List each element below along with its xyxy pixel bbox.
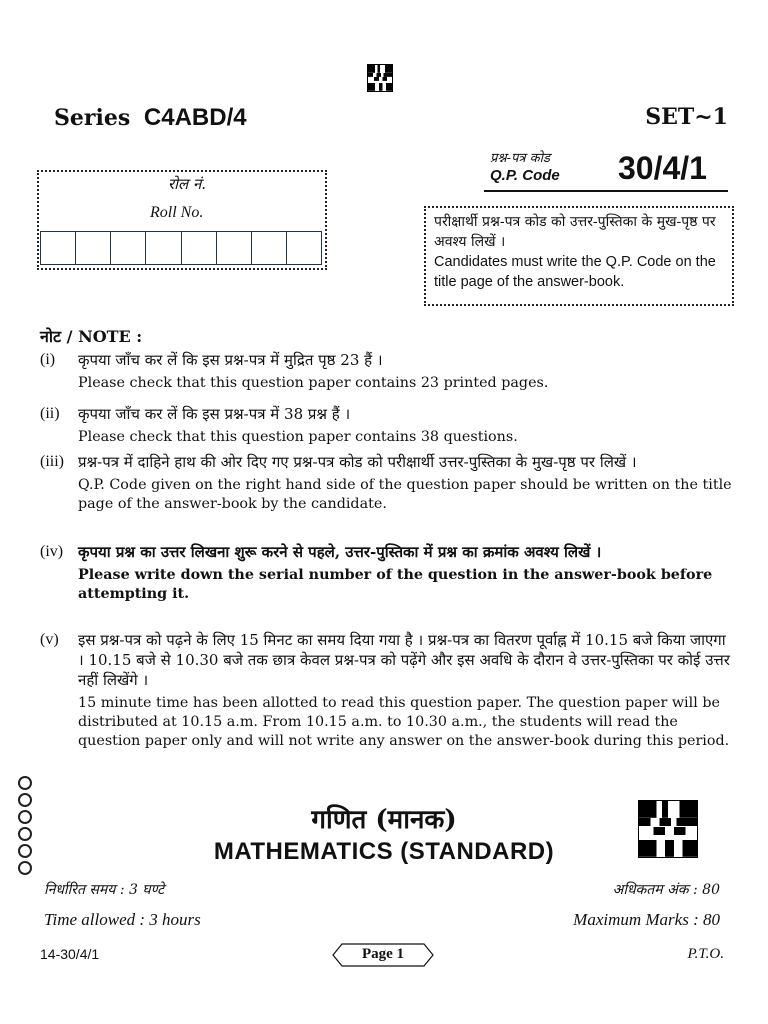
roll-number-cells[interactable]: [40, 231, 322, 265]
roll-cell[interactable]: [251, 231, 286, 265]
note-item-english: Please check that this question paper contains 38 questions.: [78, 429, 518, 445]
roll-cell[interactable]: [216, 231, 251, 265]
roll-cell[interactable]: [286, 231, 322, 265]
candidate-note: [434, 212, 732, 292]
subject-title-hindi: गणित (मानक): [311, 805, 457, 835]
note-item: [40, 350, 732, 393]
note-item: [40, 404, 732, 447]
roll-cell[interactable]: [145, 231, 180, 265]
maximum-marks-hindi: अधिकतम अंक : 80: [612, 882, 720, 898]
roll-cell[interactable]: [40, 231, 75, 265]
note-item-number: (i): [40, 351, 56, 368]
candidate-note-hi: परीक्षार्थी प्रश्न-पत्र कोड को उत्तर-पुस्तिका के मुख-पृष्ठ पर अवश्य लिखें ।: [434, 214, 716, 250]
roll-number-label-hi: रोल नं.: [168, 175, 207, 193]
note-item: [40, 630, 732, 751]
please-turn-over: P.T.O.: [687, 946, 724, 962]
page-number: Page 1: [361, 946, 405, 962]
note-item-english: 15 minute time has been allotted to read this question paper. The question paper will be distributed at 10.15 a.m. From 10.15 a.m. to 10.30 a.m., the students will read the question paper only and will not write any answer on the answer-book during this period.: [78, 695, 730, 749]
candidate-note-en: Candidates must write the Q.P. Code on the title page of the answer-book.: [434, 254, 716, 290]
qp-code-label: [490, 150, 560, 184]
note-item: [40, 542, 732, 604]
series-line: [54, 104, 247, 132]
note-item-number: (v): [40, 631, 59, 648]
note-item-hindi: कृपया जाँच कर लें कि इस प्रश्न-पत्र में मुद्रित पृष्ठ 23 हैं ।: [78, 351, 383, 369]
note-item-number: (iv): [40, 543, 64, 560]
series-code: C4ABD/4: [143, 104, 247, 131]
set-number: SET~1: [645, 104, 728, 130]
roll-cell[interactable]: [181, 231, 216, 265]
footer-paper-code: 14-30/4/1: [40, 946, 100, 962]
note-item-hindi: इस प्रश्न-पत्र को पढ़ने के लिए 15 मिनट का समय दिया गया है । प्रश्न-पत्र का वितरण पूर्वाह्न में 10.15 बजे किया जाएगा । 10.15 बजे से 10.30 बजे तक छात्र केवल प्रश्न-पत्र को पढ़ेंगे और इस अवधि के दौरान वे उत्तर-पुस्तिका पर कोई उत्तर नहीं लिखेंगे ।: [78, 631, 730, 689]
maximum-marks-english: Maximum Marks : 80: [573, 910, 720, 929]
note-item-number: (ii): [40, 405, 60, 422]
page-number-badge: [332, 943, 434, 967]
roll-cell[interactable]: [110, 231, 145, 265]
note-item-english: Please write down the serial number of the question in the answer-book before attempting it.: [78, 567, 713, 602]
qp-code-underline: [484, 190, 728, 192]
time-allowed-english: Time allowed : 3 hours: [44, 910, 201, 929]
note-item-hindi: कृपया प्रश्न का उत्तर लिखना शुरू करने से पहले, उत्तर-पुस्तिका में प्रश्न का क्रमांक अवश्य लिखें ।: [78, 543, 602, 561]
note-item-hindi: कृपया जाँच कर लें कि इस प्रश्न-पत्र में 38 प्रश्न हैं ।: [78, 405, 351, 423]
side-qr-code-icon: [638, 800, 698, 858]
roll-number-label-en: Roll No.: [150, 204, 204, 221]
series-label: Series: [54, 105, 131, 131]
qp-code-label-hi: प्रश्न-पत्र कोड: [490, 151, 550, 166]
time-allowed-hindi: निर्धारित समय : 3 घण्टे: [44, 882, 165, 898]
roll-cell[interactable]: [75, 231, 110, 265]
note-item-hindi: प्रश्न-पत्र में दाहिने हाथ की ओर दिए गए प्रश्न-पत्र कोड को परीक्षार्थी उत्तर-पुस्तिका के मुख-पृष्ठ पर लिखें ।: [78, 453, 637, 471]
qp-code-label-en: Q.P. Code: [490, 167, 560, 184]
subject-title-english: MATHEMATICS (STANDARD): [213, 838, 555, 865]
note-item: [40, 452, 732, 514]
note-item-english: Please check that this question paper contains 23 printed pages.: [78, 375, 549, 391]
top-qr-code-icon: [367, 64, 393, 92]
note-item-english: Q.P. Code given on the right hand side of the question paper should be written on the title page of the answer-book by the candidate.: [78, 477, 732, 512]
note-heading: नोट / NOTE :: [40, 327, 143, 346]
note-item-number: (iii): [40, 453, 64, 470]
qp-code: 30/4/1: [618, 150, 707, 186]
